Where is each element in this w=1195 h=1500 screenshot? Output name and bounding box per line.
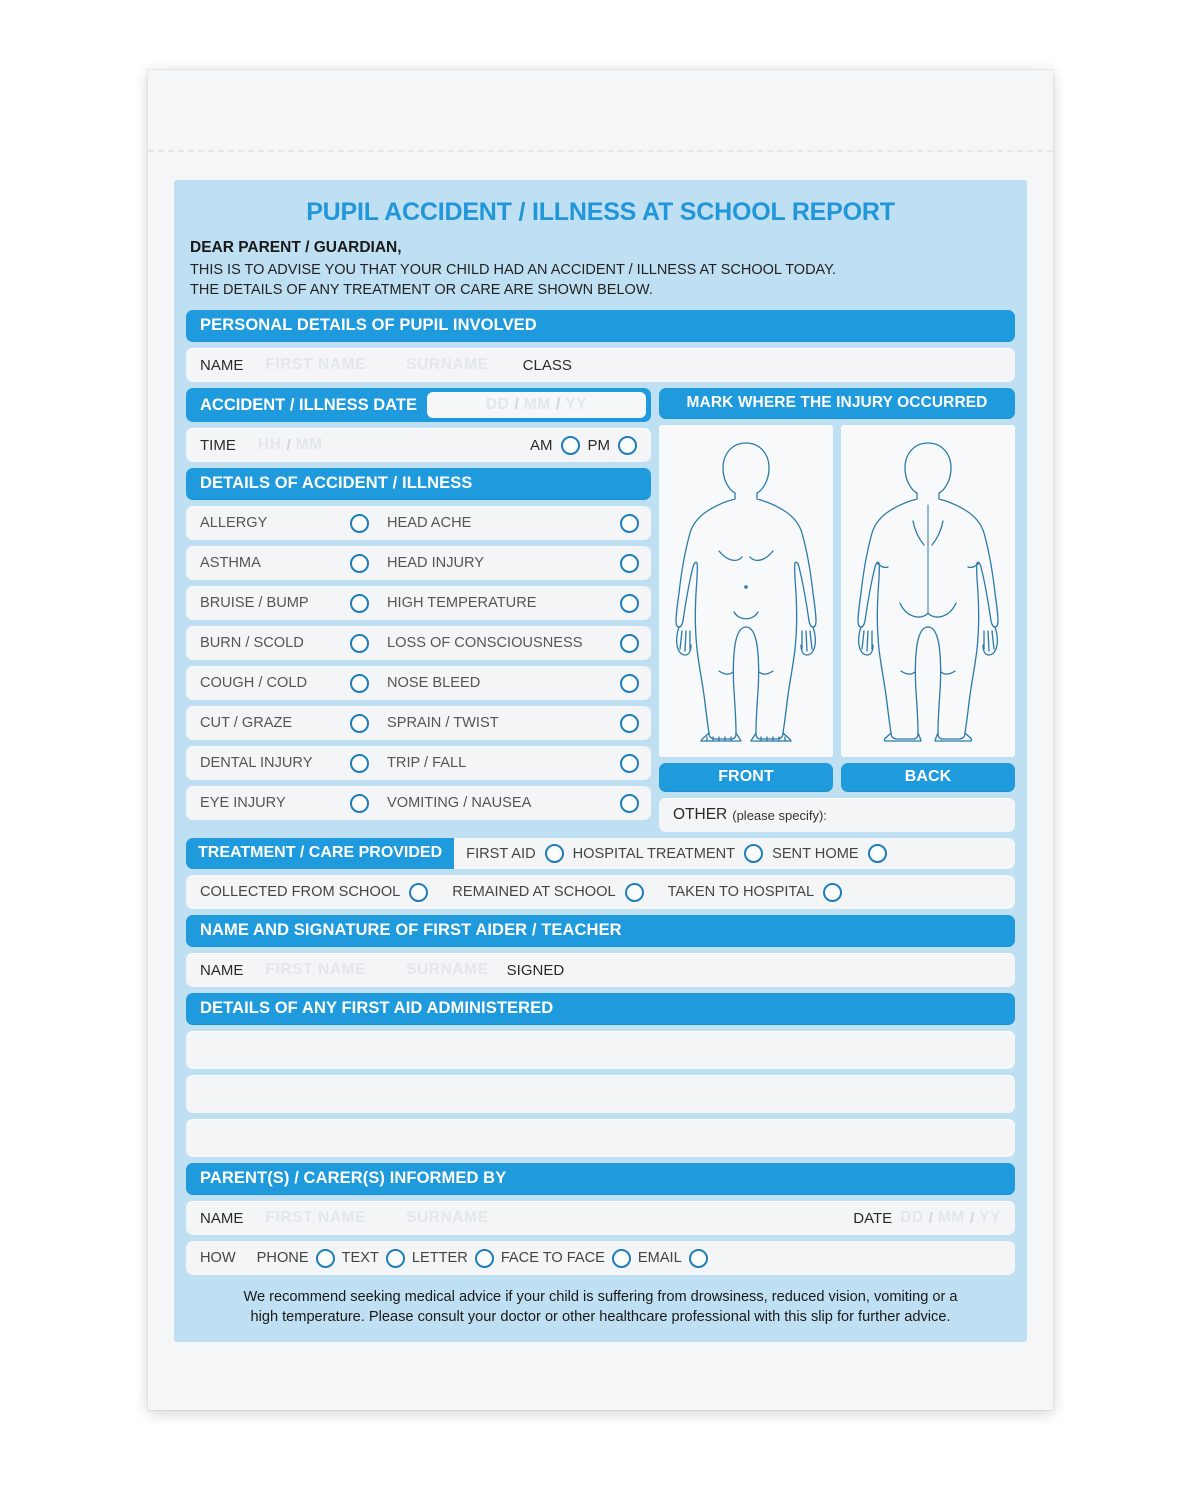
first-aider-name-label: NAME [200,961,244,979]
injury-right-radio[interactable] [620,674,639,693]
injury-left-radio[interactable] [350,594,369,613]
how-method-label: FACE TO FACE [500,1250,605,1266]
injury-right-label: LOSS OF CONSCIOUSNESS [387,635,583,651]
other-label: OTHER [673,806,728,823]
pupil-name-label: NAME [200,356,244,374]
injury-row[interactable] [186,666,651,700]
parent-date-dd[interactable]: DD [900,1209,924,1226]
parent-date-separator-1: / [928,1209,933,1227]
disclaimer-line-2: high temperature. Please consult your doctor or other healthcare professional with this slip for further advice. [250,1309,951,1326]
treatment-option-label: SENT HOME [772,845,859,862]
page-title: PUPIL ACCIDENT / ILLNESS AT SCHOOL REPORT [306,198,895,226]
injury-right-label: HIGH TEMPERATURE [387,595,537,611]
injury-right-radio[interactable] [620,714,639,733]
how-method-label: TEXT [341,1250,379,1266]
injury-right-label: HEAD INJURY [387,555,485,571]
first-aid-detail-line[interactable] [186,1075,1015,1113]
injury-right-radio[interactable] [620,634,639,653]
treatment-row [186,838,1015,869]
intro-line-2: THE DETAILS OF ANY TREATMENT OR CARE ARE SHOWN BELOW. [190,282,653,298]
injury-row[interactable] [186,506,651,540]
injury-left-radio[interactable] [350,514,369,533]
first-aider-name-row[interactable] [186,953,1015,987]
section-header-first-aid-details: DETAILS OF ANY FIRST AID ADMINISTERED [186,993,1015,1025]
injury-right-label: VOMITING / NAUSEA [387,795,532,811]
front-body-pane[interactable] [659,425,833,757]
injury-left-label: BURN / SCOLD [200,635,304,651]
injury-right-label: TRIP / FALL [387,755,467,771]
injury-right-label: HEAD ACHE [387,515,472,531]
injury-row[interactable] [186,706,651,740]
accident-date-label: ACCIDENT / ILLNESS DATE [200,395,417,414]
injury-left-label: ALLERGY [200,515,268,531]
back-body-pane[interactable] [841,425,1015,757]
section-header-personal-details: PERSONAL DETAILS OF PUPIL INVOLVED [186,310,1015,342]
back-label: BACK [841,763,1015,792]
how-method-label: PHONE [256,1250,309,1266]
parent-date-label: DATE [853,1209,893,1227]
injury-row[interactable] [186,786,651,820]
time-separator: / [286,436,291,454]
time-mm-input[interactable]: MM [295,436,323,453]
how-method-label: EMAIL [637,1250,682,1266]
report-form-card [174,180,1027,1342]
accident-date-input[interactable] [427,392,646,418]
am-radio[interactable] [561,436,580,455]
parent-first-name-input[interactable]: FIRST NAME [265,1209,367,1226]
injury-row[interactable] [186,586,651,620]
am-pm-group [530,436,637,455]
how-method-radio[interactable] [689,1249,708,1268]
parent-date-separator-2: / [969,1209,975,1227]
footer-disclaimer [186,1281,1015,1332]
treatment-option-label: HOSPITAL TREATMENT [572,845,736,862]
pm-label: PM [587,436,610,454]
front-back-labels [659,763,1015,792]
parent-informed-date-group[interactable] [853,1209,1001,1227]
how-method-radio[interactable] [386,1249,405,1268]
parent-surname-input[interactable]: SURNAME [406,1209,489,1226]
pupil-first-name-input[interactable]: FIRST NAME [265,356,367,373]
parent-informed-name-row[interactable] [186,1201,1015,1235]
section-header-details-of-accident: DETAILS OF ACCIDENT / ILLNESS [186,468,651,500]
perforation-line [148,150,1053,152]
treatment-options-row-1 [454,838,1015,869]
injury-right-label: NOSE BLEED [387,675,481,691]
left-column [186,388,651,826]
front-body-figure[interactable] [671,435,821,747]
time-hh-input[interactable]: HH [257,436,282,453]
informed-how-row [186,1241,1015,1275]
injury-left-label: ASTHMA [200,555,261,571]
treatment-option-radio[interactable] [409,883,428,902]
injury-row[interactable] [186,626,651,660]
injury-left-radio[interactable] [350,674,369,693]
disclaimer-line-1: We recommend seeking medical advice if your child is suffering from drowsiness, reduced vision, vomiting or a [243,1289,958,1305]
injury-left-radio[interactable] [350,554,369,573]
injury-right-radio[interactable] [620,794,639,813]
accident-date-dd: DD [485,396,510,413]
other-hint: (please specify): [732,807,827,823]
injury-left-label: BRUISE / BUMP [200,595,309,611]
injury-left-label: COUGH / COLD [200,675,308,691]
injury-right-radio[interactable] [620,594,639,613]
first-aider-first-name-input[interactable]: FIRST NAME [265,961,367,978]
how-method-radio[interactable] [612,1249,631,1268]
body-diagram-group [659,425,1015,757]
accident-date-row [186,388,651,422]
injury-left-label: EYE INJURY [200,795,286,811]
injury-left-radio[interactable] [350,634,369,653]
first-aid-detail-line[interactable] [186,1119,1015,1157]
salutation: DEAR PARENT / GUARDIAN, [190,239,402,256]
injury-left-radio[interactable] [350,754,369,773]
am-label: AM [530,436,553,454]
time-label: TIME [200,436,236,454]
treatment-option-radio[interactable] [744,844,763,863]
parent-name-label: NAME [200,1209,244,1227]
back-body-figure[interactable] [853,435,1003,747]
signed-label: SIGNED [506,961,565,979]
injury-left-radio[interactable] [350,794,369,813]
main-columns [186,388,1015,838]
pupil-surname-input[interactable]: SURNAME [406,356,489,373]
injury-right-radio[interactable] [620,514,639,533]
injury-left-radio[interactable] [350,714,369,733]
time-row[interactable] [186,428,651,462]
treatment-option-label: REMAINED AT SCHOOL [452,884,616,900]
paper-sheet [148,70,1053,1410]
pupil-class-label: CLASS [522,356,572,374]
parent-date-mm[interactable]: MM [937,1209,965,1226]
injury-right-radio[interactable] [620,554,639,573]
injury-row[interactable] [186,546,651,580]
accident-date-mm: MM [523,396,551,413]
pupil-name-row[interactable] [186,348,1015,382]
first-aid-detail-line[interactable] [186,1031,1015,1069]
front-label: FRONT [659,763,833,792]
treatment-option-label: COLLECTED FROM SCHOOL [200,884,401,900]
date-separator-1: / [514,396,519,413]
section-header-first-aider: NAME AND SIGNATURE OF FIRST AIDER / TEACHER [186,915,1015,947]
treatment-option-label: TAKEN TO HOSPITAL [667,884,815,900]
injury-row[interactable] [186,746,651,780]
parent-date-yy[interactable]: YY [979,1209,1001,1226]
how-method-radio[interactable] [475,1249,494,1268]
treatment-option-radio[interactable] [823,883,842,902]
how-label: HOW [200,1250,236,1266]
how-method-label: LETTER [411,1250,468,1266]
injury-right-radio[interactable] [620,754,639,773]
section-header-parent-informed: PARENT(S) / CARER(S) INFORMED BY [186,1163,1015,1195]
treatment-option-radio[interactable] [625,883,644,902]
accident-date-yy: YY [565,396,588,413]
right-column [659,388,1015,838]
pm-radio[interactable] [618,436,637,455]
treatment-option-label: FIRST AID [466,845,536,862]
date-separator-2: / [555,396,561,413]
injury-left-label: DENTAL INJURY [200,755,313,771]
how-method-radio[interactable] [316,1249,335,1268]
injury-right-label: SPRAIN / TWIST [387,715,499,731]
first-aider-surname-input[interactable]: SURNAME [406,961,489,978]
section-header-injury-map: MARK WHERE THE INJURY OCCURRED [659,388,1015,419]
treatment-option-radio[interactable] [545,844,564,863]
injury-left-label: CUT / GRAZE [200,715,293,731]
intro-line-1: THIS IS TO ADVISE YOU THAT YOUR CHILD HAD AN ACCIDENT / ILLNESS AT SCHOOL TODAY. [190,262,836,278]
section-header-treatment: TREATMENT / CARE PROVIDED [186,838,454,869]
treatment-options-row-2 [186,875,1015,909]
intro-text [186,260,1015,310]
other-injury-row[interactable] [659,798,1015,832]
treatment-option-radio[interactable] [868,844,887,863]
